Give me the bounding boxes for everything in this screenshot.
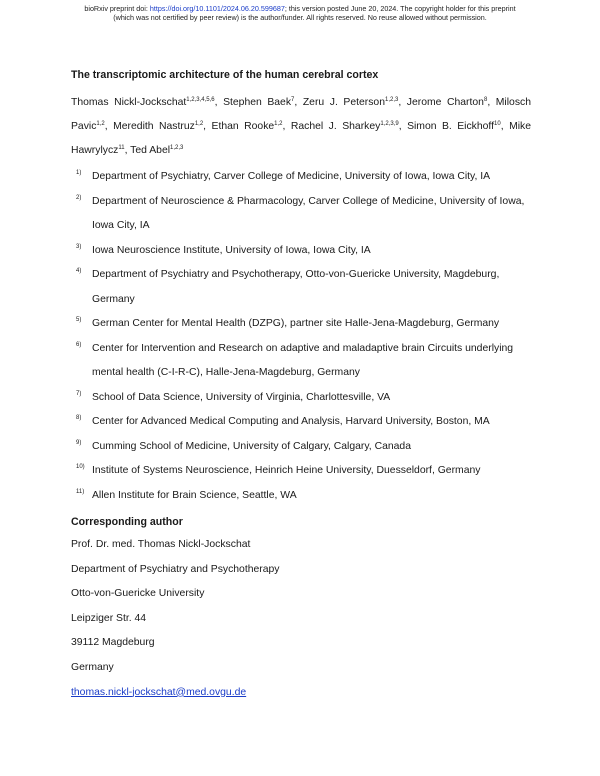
affiliation-text: School of Data Science, University of Virginia, Charlottesville, VA: [92, 391, 391, 403]
affiliation-text: Department of Psychiatry, Carver College of Medicine, University of Iowa, Iowa City, IA: [92, 171, 491, 182]
author-affiliation-marker: 1,2,3,9: [380, 121, 399, 127]
author-list: Thomas Nickl-Jockschat$^{1,2,3,4,5,6}$, Stephen Baek$^7$, Zeru J. Peterson$^{1,2,3}$, Jerome Charton$^8$, Milosch Pavic$^{1,2}$, Meredith Nastruz$^{1,2}$, Ethan Rooke$^{1,2}$, Rachel J. Sharkey$^{1,2,3,9}$, Simon B. Eickhoff$^{10}$, Mike Hawrylycz$^{11}$, Ted Abel$^{1,2,3}$: [71, 97, 532, 156]
affiliation-number: 10): [76, 464, 85, 470]
affiliation-item: [71, 165, 531, 190]
author-affiliation-marker: 8: [483, 97, 488, 103]
affiliation-text: Department of Psychiatry and Psychotherapy, Otto-von-Guericke University, Magdeburg, Germany: [92, 269, 500, 305]
preprint-line-2: (which was not certified by peer review) is the author/funder. All rights reserved. No reuse allowed without permission.: [113, 13, 487, 22]
affiliation-item: [71, 386, 531, 411]
author-affiliation-marker: 1,2,3: [170, 145, 184, 151]
affiliation-text: Institute of Systems Neuroscience, Heinrich Heine University, Duesseldorf, Germany: [92, 465, 481, 476]
address-line: Prof. Dr. med. Thomas Nickl-Jockschat: [71, 539, 251, 550]
author: Milosch Pavic: [71, 97, 531, 132]
corresponding-address: [71, 533, 531, 705]
paper-title: The transcriptomic architecture of the human cerebral cortex: [71, 69, 379, 81]
email-link[interactable]: thomas.nickl-jockschat@med.ovgu.de: [71, 686, 247, 698]
affiliation-number: 3): [76, 243, 82, 250]
affiliation-number: 7): [76, 390, 82, 397]
author-affiliation-marker: 1,2,3: [384, 97, 399, 103]
author: Simon B. Eickhoff: [407, 121, 495, 132]
affiliation-number: 9): [76, 439, 82, 446]
author-affiliation-marker: 1,2: [274, 121, 283, 127]
author: Ted Abel: [130, 145, 171, 156]
affiliation-item: [71, 312, 531, 337]
affiliation-item: [71, 459, 531, 484]
affiliation-item: [71, 435, 531, 460]
affiliation-item: [71, 239, 531, 264]
author: Thomas Nickl-Jockschat: [71, 97, 187, 108]
affiliation-text: Department of Neuroscience & Pharmacology, Carver College of Medicine, University of Iowa, Iowa City, IA: [92, 195, 525, 231]
affiliation-text: Iowa Neuroscience Institute, University of Iowa, Iowa City, IA: [92, 244, 371, 256]
affiliation-number: 8): [76, 415, 82, 421]
affiliation-item: [71, 410, 531, 435]
preprint-line-1: bioRxiv preprint doi: https://doi.org/10.1101/2024.06.20.599687; this version posted June 20, 2024. The copyright holder for this preprint: [84, 4, 516, 13]
author: Stephen Baek: [223, 97, 292, 108]
affiliation-number: 1): [76, 170, 82, 176]
affiliation-item: [71, 263, 531, 312]
author-affiliation-marker: 1,2,3,4,5,6: [186, 97, 215, 103]
affiliation-number: 4): [76, 268, 82, 274]
affiliation-item: [71, 484, 531, 509]
address-line: Germany: [71, 661, 114, 673]
address-line: Leipziger Str. 44: [71, 612, 147, 624]
affiliation-list: [71, 165, 531, 508]
affiliation-text: Cumming School of Medicine, University of Calgary, Calgary, Canada: [92, 440, 411, 452]
address-line: Otto-von-Guericke University: [71, 588, 205, 600]
affiliation-number: 6): [76, 341, 82, 348]
affiliation-item: [71, 190, 531, 239]
affiliation-text: Center for Intervention and Research on adaptive and maladaptive brain Circuits underlying mental health (C-I-R-C), Halle-Jena-Magdeburg, Germany: [92, 342, 514, 378]
affiliation-text: Allen Institute for Brain Science, Seattle, WA: [92, 489, 297, 501]
author-affiliation-marker: 11: [118, 145, 125, 151]
address-line: 39112 Magdeburg: [71, 637, 155, 649]
author-affiliation-marker: 7: [291, 97, 295, 103]
affiliation-number: 2): [76, 194, 82, 201]
title-page: [71, 68, 531, 705]
corresponding-heading: Corresponding author: [71, 516, 183, 528]
affiliation-number: 11): [76, 488, 85, 495]
author-affiliation-marker: 1,2: [194, 121, 204, 127]
author: Jerome Charton: [406, 97, 484, 108]
author-affiliation-marker: 10: [494, 121, 501, 127]
affiliation-item: [71, 337, 531, 386]
affiliation-number: 5): [76, 317, 82, 323]
author: Meredith Nastruz: [113, 121, 195, 132]
address-line: Department of Psychiatry and Psychotherapy: [71, 563, 280, 575]
preprint-notice: [0, 4, 600, 22]
author: Rachel J. Sharkey: [290, 121, 381, 132]
author-affiliation-marker: 1,2: [96, 121, 105, 127]
author: Mike Hawrylycz: [71, 121, 532, 156]
doi-link[interactable]: https://doi.org/10.1101/2024.06.20.599687: [149, 4, 285, 13]
affiliation-text: Center for Advanced Medical Computing and Analysis, Harvard University, Boston, MA: [92, 416, 490, 427]
author: Zeru J. Peterson: [302, 97, 385, 108]
author: Ethan Rooke: [211, 121, 275, 132]
affiliation-text: German Center for Mental Health (DZPG), partner site Halle-Jena-Magdeburg, Germany: [92, 318, 500, 329]
